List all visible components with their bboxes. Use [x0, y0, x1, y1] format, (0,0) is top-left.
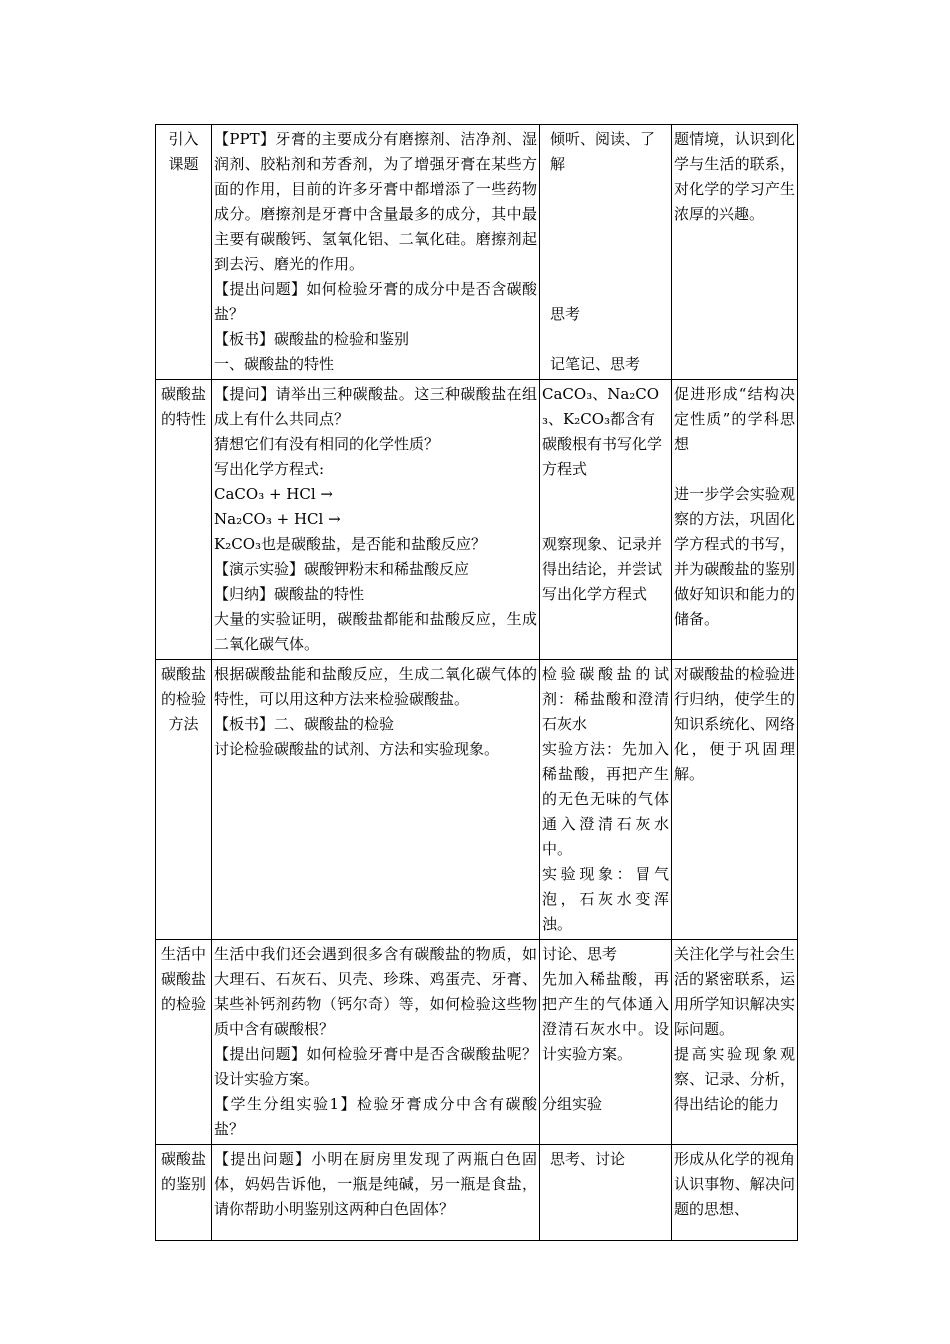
design-intent-cell: [672, 940, 798, 1145]
student-text: 思考: [550, 305, 581, 323]
student-text: 思考、讨论: [550, 1150, 626, 1168]
table-row: [156, 660, 798, 940]
student-activity-cell: [540, 1145, 672, 1241]
student-text: 检验碳酸盐的试剂：稀盐酸和澄清石灰水: [542, 665, 669, 733]
stage-cell: [156, 1145, 212, 1241]
student-activity-cell: [540, 940, 672, 1145]
stage-cell: [156, 660, 212, 940]
student-activity-cell: [540, 380, 672, 660]
teacher-text: 大量的实验证明，碳酸盐都能和盐酸反应，生成二氧化碳气体。: [214, 610, 537, 653]
student-text: 先加入稀盐酸，再把产生的气体通入澄清石灰水中。设计实验方案。: [542, 970, 669, 1063]
student-text: 讨论、思考: [542, 945, 618, 963]
teacher-text: 猜想它们有没有相同的化学性质？: [214, 435, 440, 453]
intent-text: 提高实验现象观察、记录、分析，得出结论的能力: [674, 1045, 795, 1113]
table-row: [156, 940, 798, 1145]
teacher-text: 【提问】请举出三种碳酸盐。这三种碳酸盐在组成上有什么共同点？: [214, 385, 537, 428]
design-intent-cell: [672, 1145, 798, 1241]
stage-label: 课题: [168, 155, 199, 173]
student-text: 倾听、阅读、了解: [550, 130, 656, 173]
stage-label: 的特性: [160, 410, 206, 428]
teacher-text: 【提出问题】如何检验牙膏中是否含碳酸盐呢？设计实验方案。: [214, 1045, 537, 1088]
equation: CaCO₃ + HCl →: [214, 485, 334, 503]
lesson-plan-table: [155, 124, 798, 1241]
teacher-text: 写出化学方程式:: [214, 460, 325, 478]
stage-label: 碳酸盐: [160, 1150, 206, 1168]
design-intent-cell: [672, 380, 798, 660]
stage-label: 碳酸盐: [160, 665, 206, 683]
design-intent-cell: [672, 660, 798, 940]
table-row: [156, 380, 798, 660]
teacher-text: 生活中我们还会遇到很多含有碳酸盐的物质，如大理石、石灰石、贝壳、珍珠、鸡蛋壳、牙膏、某些补钙剂药物（钙尔奇）等，如何检验这些物质中含有碳酸根？: [214, 945, 537, 1038]
stage-label: 碳酸盐: [160, 385, 206, 403]
teacher-text: 一、碳酸盐的特性: [214, 355, 335, 373]
intent-text: 形成从化学的视角认识事物、解决问题的思想、: [674, 1150, 795, 1218]
stage-label: 的检验: [160, 995, 206, 1013]
student-text: 实验现象：冒气泡，石灰水变浑浊。: [542, 865, 669, 933]
teacher-text: 【PPT】牙膏的主要成分有磨擦剂、洁净剂、湿润剂、胶粘剂和芳香剂，为了增强牙膏在某些方面的作用，目前的许多牙膏中都增添了一些药物成分。磨擦剂是牙膏中含量最多的成分，其中最主要有碳酸钙、氢氧化铝、二氧化硅。磨擦剂起到去污、磨光的作用。: [214, 130, 537, 273]
stage-label: 的鉴别: [160, 1175, 206, 1193]
stage-cell: [156, 940, 212, 1145]
student-text: 分组实验: [542, 1095, 603, 1113]
stage-cell: [156, 125, 212, 380]
teacher-activity-cell: [212, 380, 540, 660]
student-text: CaCO₃、Na₂CO₃、K₂CO₃都含有碳酸根有书写化学方程式: [542, 385, 663, 478]
stage-label: 生活中: [160, 945, 206, 963]
teacher-activity-cell: [212, 660, 540, 940]
teacher-text: 【提出问题】如何检验牙膏的成分中是否含碳酸盐？: [214, 280, 537, 323]
intent-text: 进一步学会实验观察的方法，巩固化学方程式的书写，并为碳酸盐的鉴别做好知识和能力的储备。: [674, 485, 795, 628]
stage-cell: [156, 380, 212, 660]
intent-text: 关注化学与社会生活的紧密联系，运用所学知识解决实际问题。: [674, 945, 795, 1038]
stage-label: 引入: [168, 130, 199, 148]
teacher-text: 【归纳】碳酸盐的特性: [214, 585, 365, 603]
student-text: 实验方法：先加入稀盐酸，再把产生的无色无味的气体通入澄清石灰水中。: [542, 740, 669, 858]
teacher-text: 【学生分组实验1】检验牙膏成分中含有碳酸盐？: [214, 1095, 537, 1138]
design-intent-cell: [672, 125, 798, 380]
student-activity-cell: [540, 125, 672, 380]
student-text: 观察现象、记录并得出结论，并尝试写出化学方程式: [542, 535, 663, 603]
equation: Na₂CO₃ + HCl →: [214, 510, 341, 528]
teacher-activity-cell: [212, 1145, 540, 1241]
stage-label: 方法: [168, 715, 199, 733]
teacher-text: 【板书】二、碳酸盐的检验: [214, 715, 395, 733]
teacher-activity-cell: [212, 940, 540, 1145]
teacher-text: 【演示实验】碳酸钾粉末和稀盐酸反应: [214, 560, 470, 578]
table-row: [156, 1145, 798, 1241]
teacher-text: K₂CO₃也是碳酸盐，是否能和盐酸反应？: [214, 535, 487, 553]
teacher-activity-cell: [212, 125, 540, 380]
stage-label: 碳酸盐: [160, 970, 206, 988]
intent-text: 题情境，认识到化学与生活的联系，对化学的学习产生浓厚的兴趣。: [674, 130, 795, 223]
table-row: [156, 125, 798, 380]
student-activity-cell: [540, 660, 672, 940]
intent-text: 促进形成“结构决定性质”的学科思想: [674, 385, 795, 453]
stage-label: 的检验: [160, 690, 206, 708]
intent-text: 对碳酸盐的检验进行归纳，使学生的知识系统化、网络化，便于巩固理解。: [674, 665, 795, 783]
teacher-text: 根据碳酸盐能和盐酸反应，生成二氧化碳气体的特性，可以用这种方法来检验碳酸盐。: [214, 665, 537, 708]
teacher-text: 【板书】碳酸盐的检验和鉴别: [214, 330, 410, 348]
student-text: 记笔记、思考: [550, 355, 641, 373]
teacher-text: 【提出问题】小明在厨房里发现了两瓶白色固体，妈妈告诉他，一瓶是纯碱，另一瓶是食盐，请你帮助小明鉴别这两种白色固体？: [214, 1150, 537, 1218]
teacher-text: 讨论检验碳酸盐的试剂、方法和实验现象。: [214, 740, 500, 758]
